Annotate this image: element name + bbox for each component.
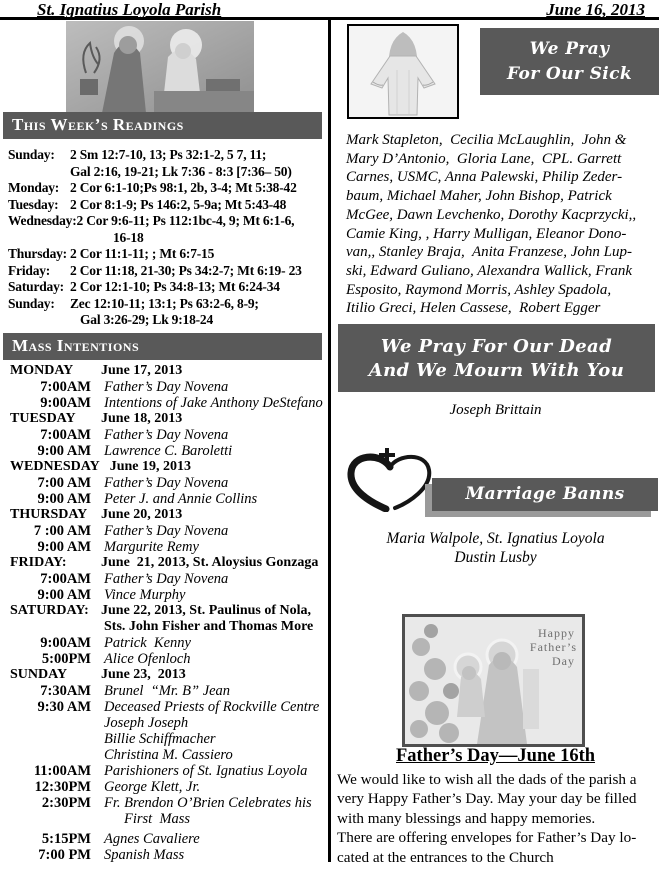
mass-intention: Spanish Mass xyxy=(104,847,185,863)
mass-intention-row xyxy=(3,379,329,395)
reading-day: Thursday: xyxy=(8,246,67,261)
fathers-day-image xyxy=(402,614,585,747)
reading-citation: 2 Cor 11:1-11; ; Mt 6:7-15 xyxy=(70,246,215,261)
mass-time xyxy=(3,715,91,731)
sick-banner-line2: For Our Sick xyxy=(506,64,633,84)
reading-day xyxy=(8,164,70,181)
reading-day xyxy=(8,312,70,329)
mass-intentions-list xyxy=(3,363,329,863)
bride-line: Maria Walpole, St. Ignatius Loyola xyxy=(386,530,605,547)
sick-name-line: Itilio Greci, Helen Cassese, Robert Egger xyxy=(346,300,601,317)
fathers-day-text-line: We would like to wish all the dads of the parish a xyxy=(337,771,637,788)
mass-time: 12:30PM xyxy=(34,779,91,795)
mass-time: 7:00AM xyxy=(40,379,91,395)
reading-citation: 16-18 xyxy=(113,229,144,245)
mass-time: 9:30 AM xyxy=(37,699,91,715)
mass-intention-row xyxy=(3,635,329,651)
mass-time: 7:30AM xyxy=(40,683,91,699)
mass-intention-row xyxy=(3,847,329,863)
mass-intention: June 18, 2013 xyxy=(101,411,183,426)
mass-intention: Father’s Day Novena xyxy=(104,427,229,443)
mass-intention-row xyxy=(3,363,329,379)
mass-intention-row xyxy=(3,459,329,475)
deceased-name: Joseph Brittain xyxy=(449,402,542,418)
mass-time: FRIDAY: xyxy=(10,555,67,570)
mass-intention-row xyxy=(3,667,329,683)
mary-statue-image xyxy=(347,24,459,119)
reading-row xyxy=(8,213,328,230)
sick-name-line: Camie King, , Harry Mulligan, Eleanor Dono- xyxy=(346,225,627,242)
heart-cross-icon xyxy=(340,446,440,512)
mass-intention: Father’s Day Novena xyxy=(104,379,229,395)
sick-names-list xyxy=(346,131,656,318)
reading-row xyxy=(8,296,328,313)
mass-time: WEDNESDAY xyxy=(10,459,100,474)
mass-intention-row xyxy=(3,555,329,571)
mass-intention: June 23, 2013 xyxy=(101,667,186,682)
mass-intention-row xyxy=(3,427,329,443)
mass-intention-row xyxy=(3,619,329,635)
mass-intention-row xyxy=(3,603,329,619)
mass-intention: Intentions of Jake Anthony DeStefano xyxy=(104,395,323,411)
dead-banner-line1: We Pray For Our Dead xyxy=(380,336,613,357)
sick-name-line: Esposito, Raymond Morris, Ashley Spadola, xyxy=(346,281,612,298)
mass-intention: Father’s Day Novena xyxy=(104,475,229,491)
mass-intention: Father’s Day Novena xyxy=(104,523,229,539)
mass-intention-row xyxy=(3,811,329,827)
mass-intention-row xyxy=(3,587,329,603)
sick-banner xyxy=(480,28,659,95)
mass-intention: Alice Ofenloch xyxy=(104,651,191,667)
mass-time: 5:15PM xyxy=(41,831,91,847)
reading-citation: 2 Cor 11:18, 21-30; Ps 34:2-7; Mt 6:19- 23 xyxy=(70,262,302,278)
mass-intention: Agnes Cavaliere xyxy=(104,831,200,847)
reading-day: Wednesday: xyxy=(8,213,77,228)
mass-intention: June 22, 2013, St. Paulinus of Nola, xyxy=(101,603,312,618)
fd-caption-line3: Day xyxy=(552,654,575,668)
mass-intention: George Klett, Jr. xyxy=(104,779,201,795)
mass-intention: First Mass xyxy=(124,811,191,827)
mass-intention: Brunel “Mr. B” Jean xyxy=(104,683,231,699)
mass-time: 11:00AM xyxy=(33,763,91,779)
mass-intention-row xyxy=(3,539,329,555)
fathers-day-text-line: very Happy Father’s Day. May your day be filled xyxy=(337,790,637,808)
mass-intention: Joseph Joseph xyxy=(104,715,189,731)
reading-citation: 2 Cor 9:6-11; Ps 112:1bc-4, 9; Mt 6:1-6, xyxy=(76,213,295,228)
parish-title: St. Ignatius Loyola Parish xyxy=(37,0,222,19)
mass-intention: June 19, 2013 xyxy=(109,459,192,474)
reading-row xyxy=(8,246,328,263)
readings-section-header: This Week’s Readings xyxy=(3,112,322,139)
st-joseph-image xyxy=(66,21,254,113)
mass-intention-row xyxy=(3,491,329,507)
mass-time: 7:00AM xyxy=(40,427,91,443)
mass-intention: Margurite Remy xyxy=(104,539,199,555)
reading-day: Sunday: xyxy=(8,147,55,162)
reading-day: Monday: xyxy=(8,180,60,195)
reading-citation: 2 Sm 12:7-10, 13; Ps 32:1-2, 5 7, 11; xyxy=(70,147,267,162)
fd-caption-line2: Father’s xyxy=(529,640,577,654)
mass-intention-row xyxy=(3,507,329,523)
mass-time: 7 :00 AM xyxy=(33,523,91,539)
readings-list xyxy=(8,147,328,329)
reading-day: Friday: xyxy=(8,262,51,278)
mass-intention: Peter J. and Annie Collins xyxy=(104,491,258,507)
mass-time xyxy=(3,619,91,635)
sick-name-line: ski, Edward Guliano, Alexandra Wallick, Frank xyxy=(346,262,633,279)
reading-row xyxy=(8,230,328,247)
mass-time: 7:00 AM xyxy=(37,475,91,491)
reading-row xyxy=(8,263,328,280)
dead-banner xyxy=(338,324,655,392)
reading-row xyxy=(8,164,328,181)
reading-citation: Gal 2:16, 19-21; Lk 7:36 - 8:3 [7:36– 50) xyxy=(70,163,292,179)
mass-intention-row xyxy=(3,651,329,667)
reading-citation: Zec 12:10-11; 13:1; Ps 63:2-6, 8-9; xyxy=(70,295,259,311)
mass-time: 9:00 AM xyxy=(37,491,91,507)
dead-banner-line2: And We Mourn With You xyxy=(368,360,625,381)
mass-intention: Patrick Kenny xyxy=(104,635,191,651)
reading-citation: 2 Cor 6:1-10;Ps 98:1, 2b, 3-4; Mt 5:38-42 xyxy=(70,180,297,195)
fathers-day-text-line: There are offering envelopes for Father’s Day lo- xyxy=(337,829,637,847)
mass-intention-row xyxy=(3,443,329,459)
fathers-day-text-line: with many blessings and happy memories. xyxy=(337,809,596,827)
reading-row xyxy=(8,197,328,214)
mass-intention: Sts. John Fisher and Thomas More xyxy=(104,619,314,634)
marriage-couple xyxy=(332,529,659,567)
mass-intention-row xyxy=(3,411,329,427)
mass-intention: Christina M. Cassiero xyxy=(104,747,233,763)
mass-intention-row xyxy=(3,523,329,539)
mass-section-header: Mass Intentions xyxy=(3,333,322,360)
mass-intention-row xyxy=(3,699,329,715)
fathers-day-heading: Father’s Day—June 16th xyxy=(395,746,596,766)
reading-row xyxy=(8,312,328,329)
reading-citation: Gal 3:26-29; Lk 9:18-24 xyxy=(80,312,214,327)
sick-name-line: van,, Stanley Braja, Anita Franzese, John Lup- xyxy=(346,244,632,261)
mass-intention: Parishioners of St. Ignatius Loyola xyxy=(104,763,308,779)
sick-name-line: Mary D’Antonio, Gloria Lane, CPL. Garrett xyxy=(346,150,622,167)
mass-time xyxy=(3,731,91,747)
mass-intention-row xyxy=(3,683,329,699)
sick-name-line: McGee, Dawn Levchenko, Dorothy Kacprzycki,, xyxy=(346,206,637,223)
reading-day: Saturday: xyxy=(8,279,64,294)
page-header xyxy=(0,0,659,20)
mass-time: SATURDAY: xyxy=(10,603,89,618)
mass-time: 9:00AM xyxy=(40,395,91,411)
sick-name-line: Carnes, USMC, Anna Palewski, Philip Zeder- xyxy=(346,169,623,186)
mass-intention-row xyxy=(3,779,329,795)
mass-time: SUNDAY xyxy=(10,667,68,682)
reading-day xyxy=(8,230,70,247)
reading-day: Tuesday: xyxy=(8,196,59,212)
mass-intention-row xyxy=(3,731,329,747)
mass-intention-row xyxy=(3,763,329,779)
reading-row xyxy=(8,279,328,296)
mass-intention: June 20, 2013 xyxy=(101,507,183,522)
mass-time xyxy=(3,747,91,763)
mass-time xyxy=(3,811,91,827)
mass-intention-row xyxy=(3,795,329,811)
fathers-day-text-line: cated at the entrances to the Church xyxy=(337,848,554,866)
mass-intention-row xyxy=(3,395,329,411)
sick-name-line: baum, Michael Maher, John Bishop, Patrick xyxy=(346,188,612,205)
mass-intention-row xyxy=(3,715,329,731)
reading-day: Sunday: xyxy=(8,295,55,311)
mass-intention-row xyxy=(3,475,329,491)
mass-intention: June 21, 2013, St. Aloysius Gonzaga xyxy=(101,555,319,570)
mass-intention: June 17, 2013 xyxy=(101,363,183,378)
mass-intention: Billie Schiffmacher xyxy=(104,731,216,747)
mass-time: THURSDAY xyxy=(10,507,88,522)
mass-intention: Deceased Priests of Rockville Centre xyxy=(104,699,320,715)
mass-time: 9:00AM xyxy=(40,635,91,651)
mass-time: 9:00 AM xyxy=(37,539,91,555)
mass-time: 7:00AM xyxy=(40,571,91,587)
reading-row xyxy=(8,147,328,164)
mass-time: 5:00PM xyxy=(41,651,91,667)
mass-time: 9:00 AM xyxy=(37,587,91,603)
mass-intention: Lawrence C. Baroletti xyxy=(104,443,233,459)
mass-time: 2:30PM xyxy=(41,795,91,811)
mass-intention: Father’s Day Novena xyxy=(104,571,229,587)
mass-time: 9:00 AM xyxy=(37,443,91,459)
reading-citation: 2 Cor 12:1-10; Ps 34:8-13; Mt 6:24-34 xyxy=(70,279,280,294)
mass-intention-row xyxy=(3,747,329,763)
sick-banner-line1: We Pray xyxy=(529,39,610,59)
sick-name-line: Mark Stapleton, Cecilia McLaughlin, John & xyxy=(346,132,627,148)
mass-time: MONDAY xyxy=(10,363,74,378)
reading-citation: 2 Cor 8:1-9; Ps 146:2, 5-9a; Mt 5:43-48 xyxy=(70,196,287,212)
fd-caption-line1: Happy xyxy=(538,626,575,640)
marriage-banns-banner: Marriage Banns xyxy=(432,478,658,511)
mass-intention: Vince Murphy xyxy=(104,587,186,603)
mass-intention-row xyxy=(3,571,329,587)
bulletin-date: June 16, 2013 xyxy=(546,0,645,19)
mass-time: TUESDAY xyxy=(10,411,76,426)
mass-time: 7:00 PM xyxy=(38,847,91,863)
groom-line: Dustin Lusby xyxy=(454,549,537,566)
fathers-day-text xyxy=(337,770,659,867)
reading-row xyxy=(8,180,328,197)
mass-intention-row xyxy=(3,831,329,847)
mass-intention: Fr. Brendon O’Brien Celebrates his xyxy=(104,795,312,811)
